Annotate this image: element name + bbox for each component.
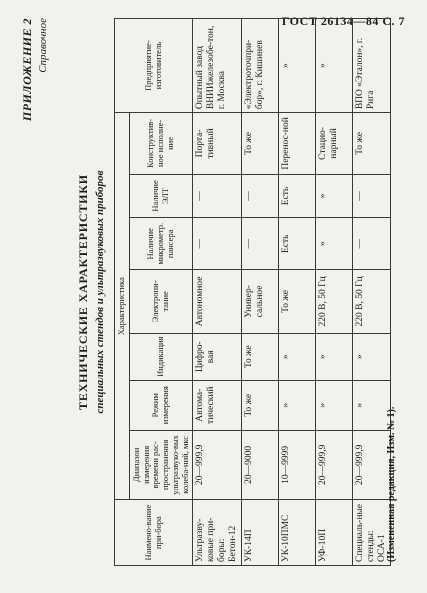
cell-micrometer: Есть xyxy=(279,218,316,270)
rotated-content xyxy=(14,12,414,572)
cell-power: То же xyxy=(279,270,316,333)
cell-mode: » xyxy=(353,380,391,430)
header-crt: Наличие ЭЛТ xyxy=(129,174,193,218)
header-indication: Индикация xyxy=(129,333,193,380)
cell-design: Перенос-ной xyxy=(279,113,316,175)
cell-crt: — xyxy=(193,174,242,218)
document-title: ТЕХНИЧЕСКИЕ ХАРАКТЕРИСТИКИ xyxy=(76,174,90,410)
cell-mode: Автома-тический xyxy=(193,380,242,430)
table-row xyxy=(193,19,242,566)
cell-design: То же xyxy=(242,113,279,175)
cell-name: Специаль-ные стенды: ОСА-1 xyxy=(353,500,391,566)
header-design: Конструктив-ное исполне-ние xyxy=(129,113,193,175)
cell-design: Стацио-нарный xyxy=(316,113,353,175)
characteristics-table xyxy=(114,18,391,566)
cell-indication: » xyxy=(316,333,353,380)
cell-mode: » xyxy=(316,380,353,430)
cell-micrometer: » xyxy=(316,218,353,270)
cell-crt: — xyxy=(242,174,279,218)
cell-power: 220 В, 50 Гц xyxy=(353,270,391,333)
table-row xyxy=(242,19,279,566)
cell-manufacturer: » xyxy=(279,19,316,113)
cell-power: Автономное xyxy=(193,270,242,333)
cell-crt: » xyxy=(316,174,353,218)
revision-note: (Измененная редакция, Изм. № 1). xyxy=(386,406,397,562)
cell-manufacturer: » xyxy=(316,19,353,113)
cell-indication: Цифро-вая xyxy=(193,333,242,380)
cell-power: Универ-сальное xyxy=(242,270,279,333)
header-micrometer: Наличие микрометр. пансера xyxy=(129,218,193,270)
cell-micrometer: — xyxy=(353,218,391,270)
cell-range: 10—9999 xyxy=(279,430,316,500)
cell-indication: » xyxy=(353,333,391,380)
cell-range: 20—999,9 xyxy=(193,430,242,500)
cell-crt: Есть xyxy=(279,174,316,218)
header-instrument-name: Наимено-вание при-бора xyxy=(115,500,193,566)
cell-manufacturer: Опытный завод ВНИИжелезобе-тон, г. Москва xyxy=(193,19,242,113)
cell-micrometer: — xyxy=(193,218,242,270)
appendix-block xyxy=(20,18,49,121)
table-row xyxy=(353,19,391,566)
cell-design: Порта-тивный xyxy=(193,113,242,175)
cell-range: 20—999,9 xyxy=(316,430,353,500)
table-row xyxy=(279,19,316,566)
cell-name: Ультразву-ковые при-боры: Бетон-12 xyxy=(193,500,242,566)
cell-design: То же xyxy=(353,113,391,175)
document-subtitle: специальных стендов и ультразвуковых приборов xyxy=(94,170,106,414)
cell-crt: — xyxy=(353,174,391,218)
appendix-subtitle: Справочное xyxy=(37,18,49,73)
cell-mode: » xyxy=(279,380,316,430)
cell-range: 20—9000 xyxy=(242,430,279,500)
cell-name: УК-10ПМС xyxy=(279,500,316,566)
cell-name: УК-14П xyxy=(242,500,279,566)
appendix-title: ПРИЛОЖЕНИЕ 2 xyxy=(20,18,34,122)
header-power: Электропи-тание xyxy=(129,270,193,333)
cell-name: УФ-10П xyxy=(316,500,353,566)
cell-manufacturer: ВПО «Эталон», г. Рига xyxy=(353,19,391,113)
header-range: Диапазон измерения времени рас-пространения ультразвуко-вых колеба-ний, мкс xyxy=(129,430,193,500)
table-row xyxy=(316,19,353,566)
cell-range: 20—999,9 xyxy=(353,430,391,500)
cell-power: 220 В, 50 Гц xyxy=(316,270,353,333)
cell-micrometer: — xyxy=(242,218,279,270)
cell-manufacturer: «Электроточпри-бор», г. Кишинев xyxy=(242,19,279,113)
header-manufacturer: Предприятие-изготовитель xyxy=(115,19,193,113)
header-characteristics-group: Характеристика xyxy=(115,113,130,500)
header-mode: Режим измерения xyxy=(129,380,193,430)
page-header: ГОСТ 26134—84 С. 7 xyxy=(281,14,405,28)
table-header-row xyxy=(115,19,130,566)
cell-mode: То же xyxy=(242,380,279,430)
cell-indication: » xyxy=(279,333,316,380)
cell-indication: То же xyxy=(242,333,279,380)
